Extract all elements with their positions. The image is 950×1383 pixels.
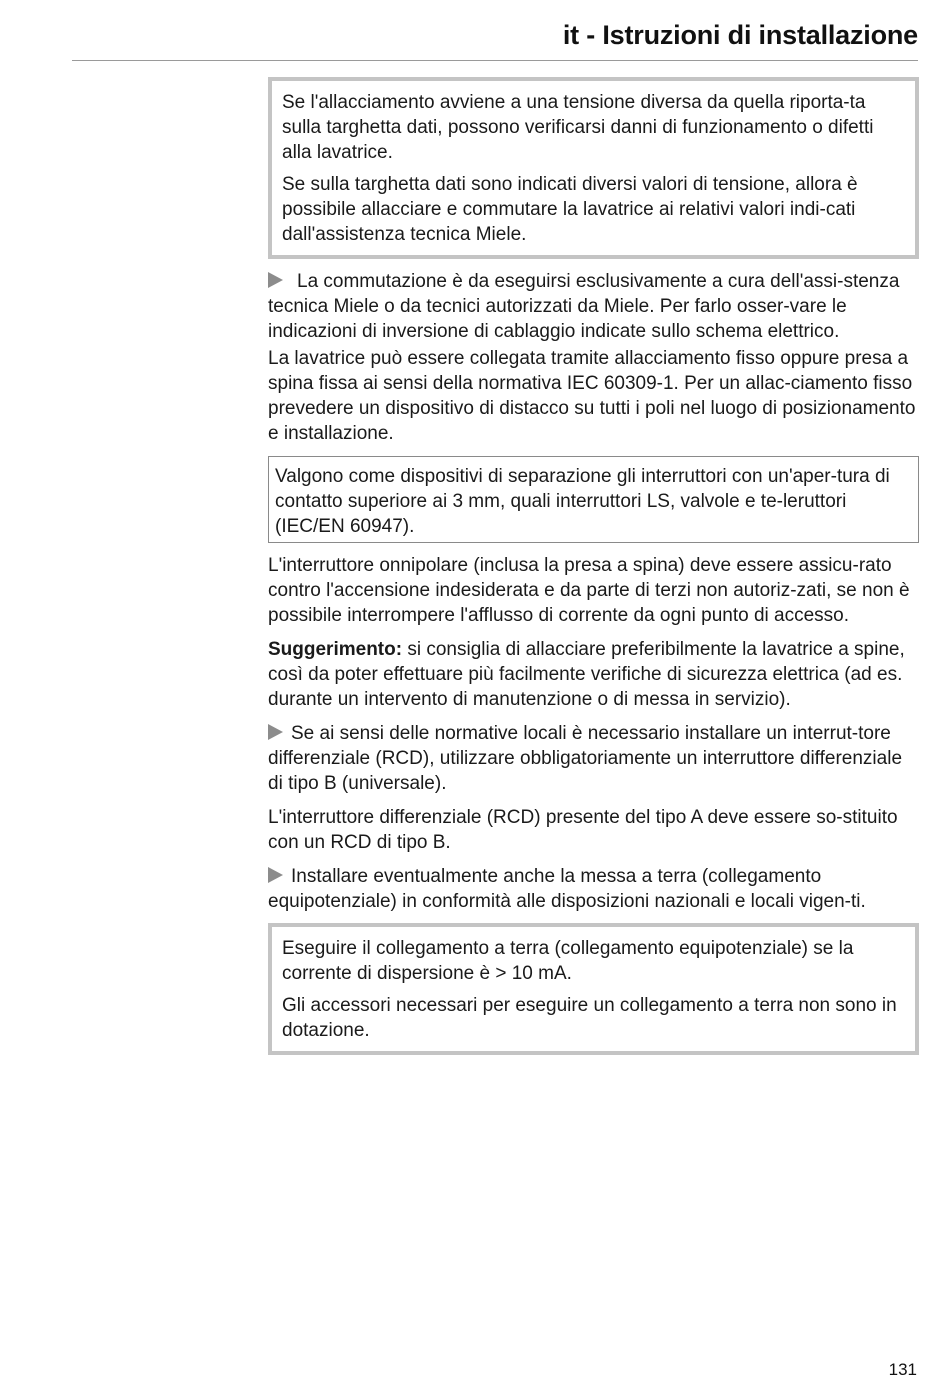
header-divider xyxy=(72,60,918,61)
rcd-paragraph: L'interruttore differenziale (RCD) presente del tipo A deve essere so-stituito con un RCD di tipo B. xyxy=(268,807,898,853)
step-rcd xyxy=(268,721,919,796)
step-commutation-text: La commutazione è da eseguirsi esclusivamente a cura dell'assi-stenza tecnica Miele o da tecnici autorizzati da Miele. Per farlo osser-vare le indicazioni di inversione di cablaggio indicate sullo schema elettrico. xyxy=(268,271,900,342)
triangle-right-icon xyxy=(268,867,283,883)
tip-text: si consiglia di allacciare preferibilmente la lavatrice a spine, così da poter effettuare più facilmente verifiche di sicurezza elettrica (ad es. durante un intervento di manutenzione o di messa in servizio). xyxy=(268,639,905,710)
step-ground-text: Installare eventualmente anche la messa a terra (collegamento equipotenziale) in conformità alle disposizioni nazionali e locali vigen-ti. xyxy=(268,866,866,912)
voltage-warning-box xyxy=(268,77,919,259)
step-commutation xyxy=(268,269,919,344)
switch-paragraph: L'interruttore onnipolare (inclusa la presa a spina) deve essere assicu-rato contro l'accensione indesiderata e da parte di terzi non autoriz-zati, se non è possibile interrompere l'afflusso di corrente da ogni punto di accesso. xyxy=(268,555,910,626)
connection-paragraph: La lavatrice può essere collegata tramite allacciamento fisso oppure presa a spina fissa ai sensi della normativa IEC 60309-1. Per un allac-ciamento fisso prevedere un dispositivo di distacco su tutti i poli nel luogo di posizionamento e installazione. xyxy=(268,348,916,444)
step-rcd-text: Se ai sensi delle normative locali è necessario installare un interrut-tore differenziale (RCD), utilizzare obbligatoriamente un interruttore differenziale di tipo B (universale). xyxy=(268,723,903,794)
main-content xyxy=(268,77,919,1065)
triangle-right-icon xyxy=(268,272,283,288)
ground-warning-text-2: Gli accessori necessari per eseguire un collegamento a terra non sono in dotazione. xyxy=(282,995,897,1041)
ground-warning-text-1: Eseguire il collegamento a terra (collegamento equipotenziale) se la corrente di dispersione è > 10 mA. xyxy=(282,938,854,984)
voltage-warning-text-2: Se sulla targhetta dati sono indicati diversi valori di tensione, allora è possibile allacciare e commutare la lavatrice ai relativi valori indi-cati dall'assistenza tecnica Miele. xyxy=(282,174,858,245)
page-number: 131 xyxy=(888,1360,917,1379)
tip-paragraph xyxy=(268,637,919,712)
separation-info-text: Valgono come dispositivi di separazione gli interruttori con un'aper-tura di contatto superiore ai 3 mm, quali interruttori LS, valvole e te-leruttori (IEC/EN 60947). xyxy=(275,466,890,537)
voltage-warning-text-1: Se l'allacciamento avviene a una tensione diversa da quella riporta-ta sulla targhetta dati, possono verificarsi danni di funzionamento o difetti alla lavatrice. xyxy=(282,92,874,163)
triangle-right-icon xyxy=(268,724,283,740)
separation-info-box xyxy=(268,456,919,543)
ground-warning-box xyxy=(268,923,919,1055)
page-title: it - Istruzioni di installazione xyxy=(562,20,918,50)
step-ground xyxy=(268,864,919,914)
tip-label: Suggerimento: xyxy=(268,639,403,660)
